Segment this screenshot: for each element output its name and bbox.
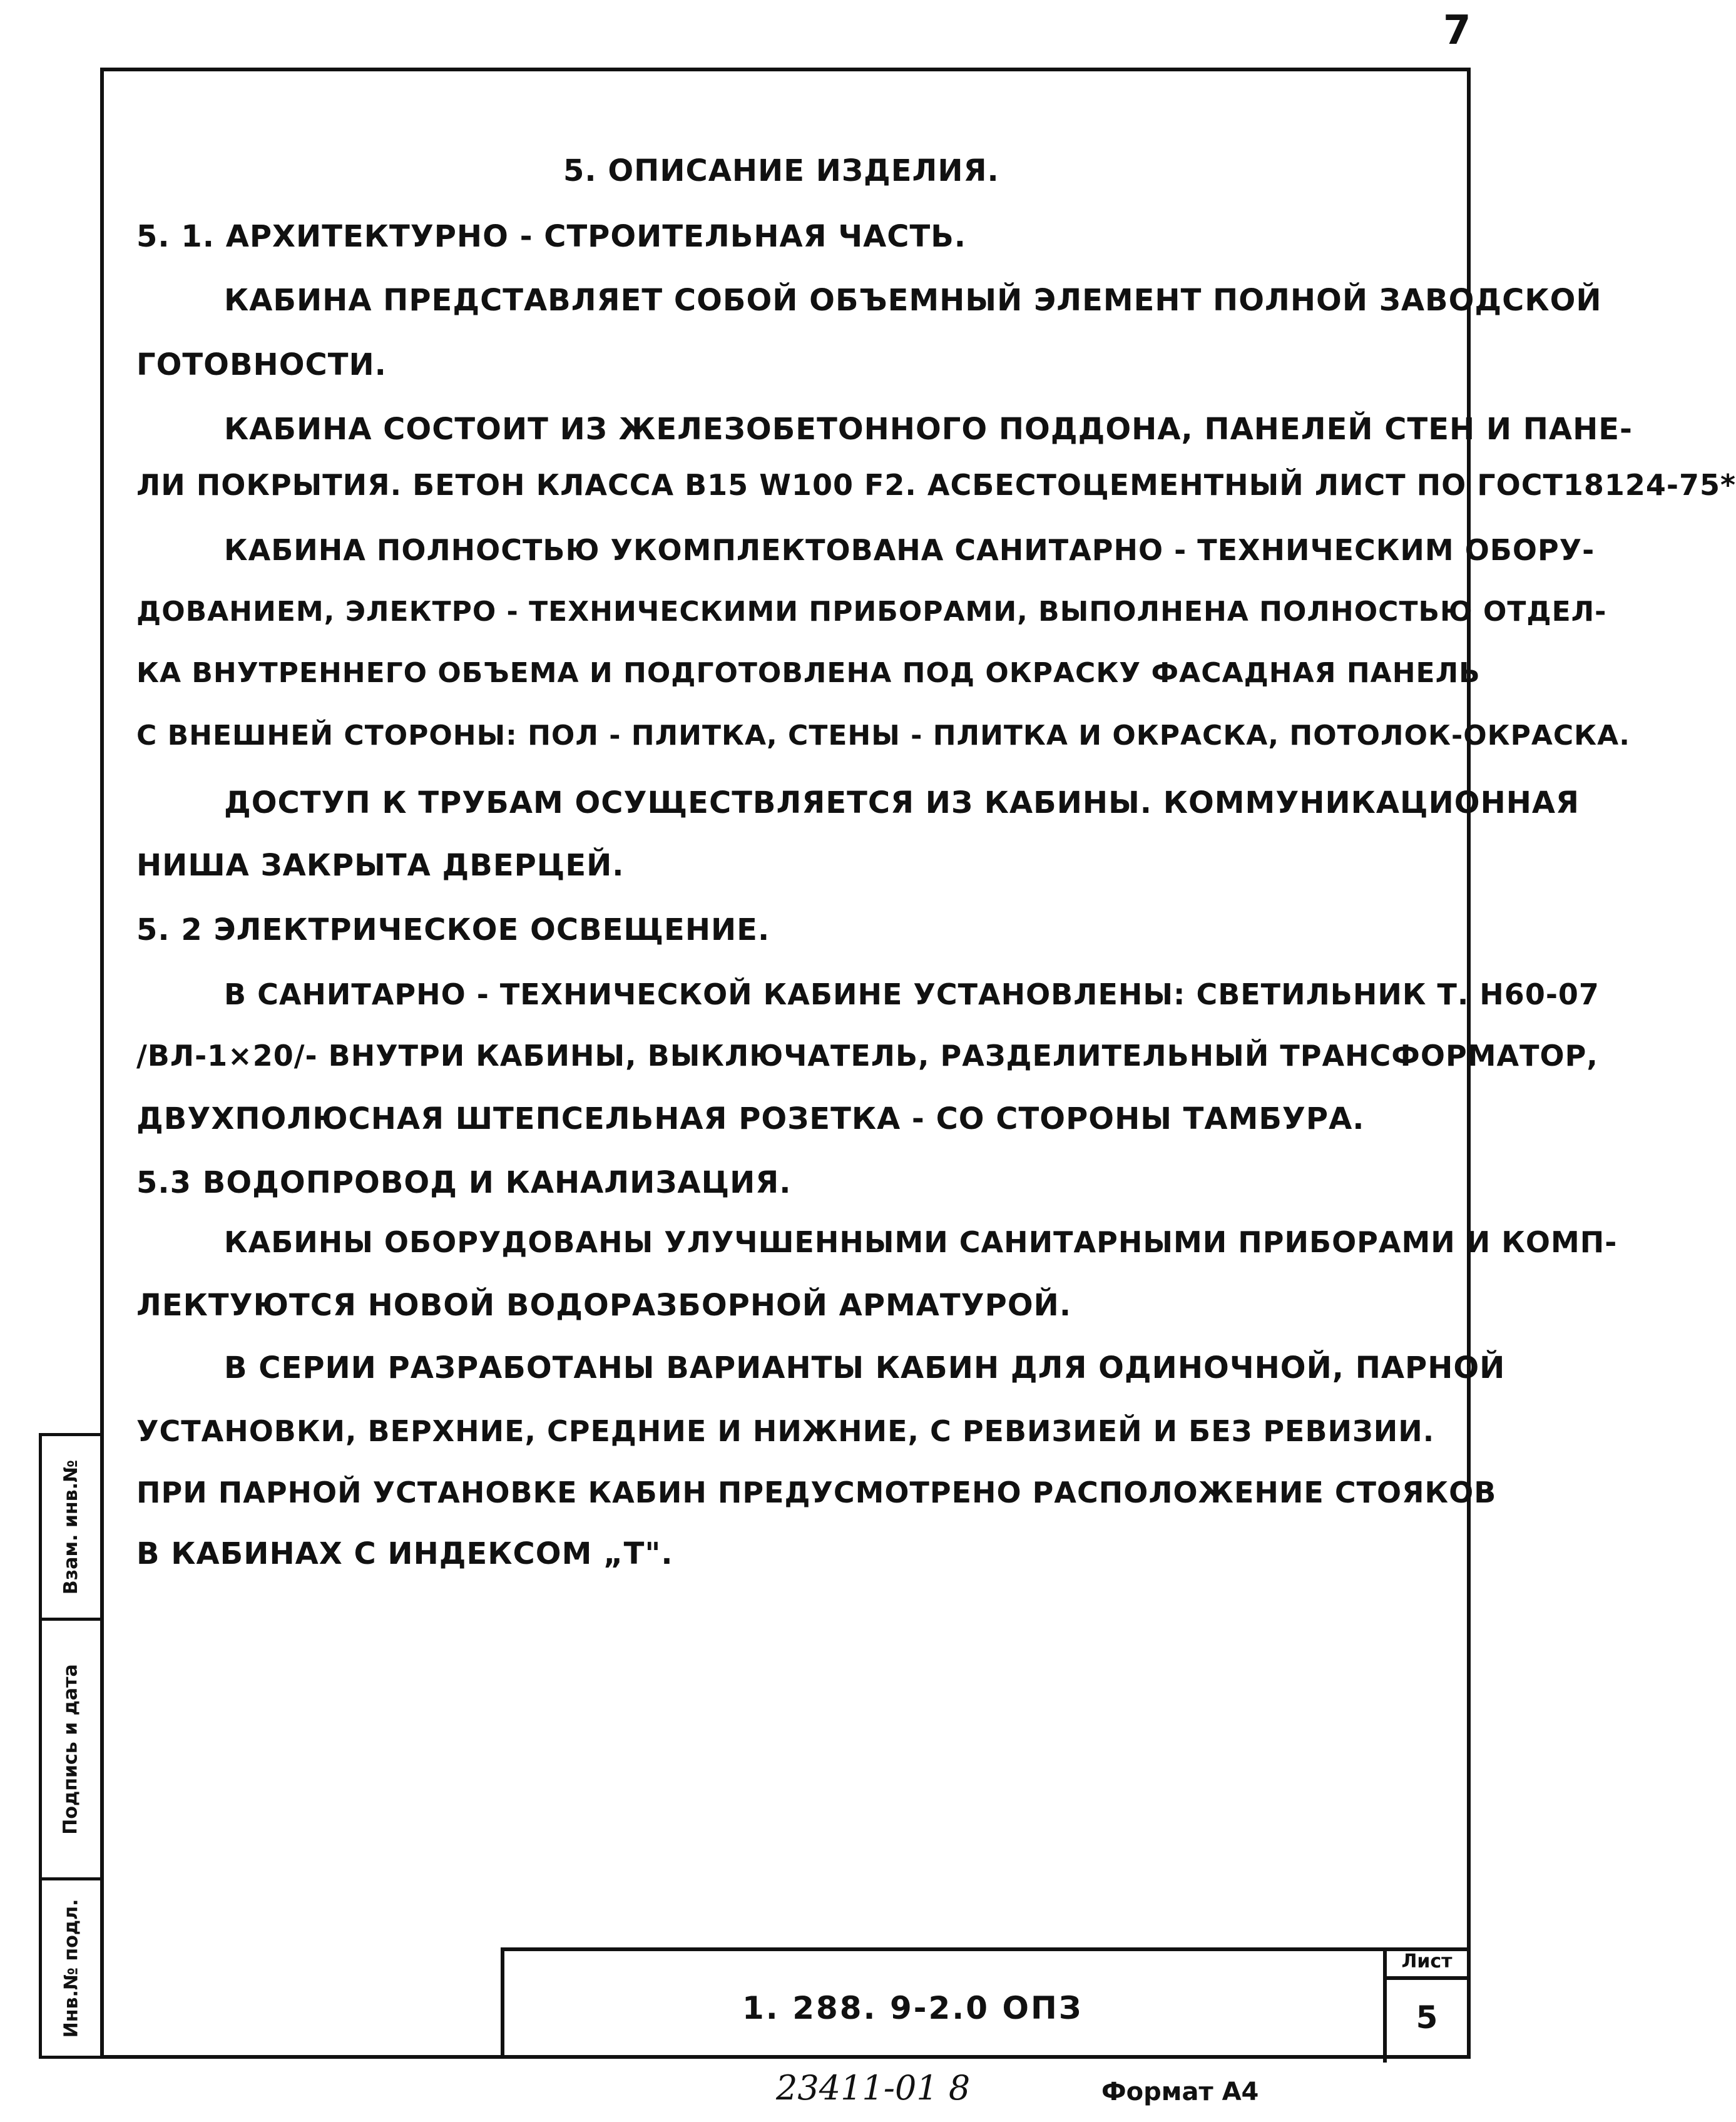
sheet-number: 5 xyxy=(1416,1999,1438,2036)
text-line: /ВЛ-1×20/- ВНУТРИ КАБИНЫ, ВЫКЛЮЧАТЕЛЬ, РАЗДЕЛИТЕЛЬНЫЙ ТРАНСФОРМАТОР, xyxy=(136,1039,1598,1073)
subsection-heading: 5. 2 ЭЛЕКТРИЧЕСКОЕ ОСВЕЩЕНИЕ. xyxy=(136,912,770,947)
subsection-heading: 5.3 ВОДОПРОВОД И КАНАЛИЗАЦИЯ. xyxy=(136,1165,792,1200)
text-line: В КАБИНАХ С ИНДЕКСОМ „Т". xyxy=(136,1536,673,1571)
side-cell-vzam xyxy=(39,1433,100,1621)
side-label-vzam: Взам. инв.№ xyxy=(60,1459,83,1594)
text-line: КАБИНА ПРЕДСТАВЛЯЕТ СОБОЙ ОБЪЕМНЫЙ ЭЛЕМЕНТ ПОЛНОЙ ЗАВОДСКОЙ xyxy=(224,283,1602,318)
text-line: КАБИНЫ ОБОРУДОВАНЫ УЛУЧШЕННЫМИ САНИТАРНЫМИ ПРИБОРАМИ И КОМП- xyxy=(224,1225,1618,1259)
handwritten-number: 23411-01 8 xyxy=(776,2068,971,2108)
text-line: В САНИТАРНО - ТЕХНИЧЕСКОЙ КАБИНЕ УСТАНОВЛЕНЫ: СВЕТИЛЬНИК Т. Н60-07 xyxy=(224,977,1600,1011)
text-line: ЛЕКТУЮТСЯ НОВОЙ ВОДОРАЗБОРНОЙ АРМАТУРОЙ. xyxy=(136,1288,1072,1323)
format-label: Формат А4 xyxy=(1101,2078,1259,2106)
text-line: КАБИНА ПОЛНОСТЬЮ УКОМПЛЕКТОВАНА САНИТАРНО - ТЕХНИЧЕСКИМ ОБОРУ- xyxy=(224,533,1595,567)
section-title: 5. ОПИСАНИЕ ИЗДЕЛИЯ. xyxy=(563,153,999,188)
subsection-heading: 5. 1. АРХИТЕКТУРНО - СТРОИТЕЛЬНАЯ ЧАСТЬ. xyxy=(136,219,967,254)
text-line: С ВНЕШНЕЙ СТОРОНЫ: ПОЛ - ПЛИТКА, СТЕНЫ - ПЛИТКА И ОКРАСКА, ПОТОЛОК-ОКРАСКА. xyxy=(136,720,1630,752)
side-cell-inv xyxy=(39,1877,100,2059)
side-label-podpis: Подпись и дата xyxy=(60,1663,82,1835)
title-block xyxy=(501,1947,1471,2059)
page-number: 7 xyxy=(1443,8,1471,54)
text-line: ДОСТУП К ТРУБАМ ОСУЩЕСТВЛЯЕТСЯ ИЗ КАБИНЫ. КОММУНИКАЦИОННАЯ xyxy=(224,785,1580,820)
text-line: ГОТОВНОСТИ. xyxy=(136,347,387,382)
document-code: 1. 288. 9-2.0 ОПЗ xyxy=(742,1990,1083,2026)
text-line: ДВУХПОЛЮСНАЯ ШТЕПСЕЛЬНАЯ РОЗЕТКА - СО СТОРОНЫ ТАМБУРА. xyxy=(136,1101,1365,1136)
text-line: ПРИ ПАРНОЙ УСТАНОВКЕ КАБИН ПРЕДУСМОТРЕНО РАСПОЛОЖЕНИЕ СТОЯКОВ xyxy=(136,1476,1497,1509)
text-line: В СЕРИИ РАЗРАБОТАНЫ ВАРИАНТЫ КАБИН ДЛЯ ОДИНОЧНОЙ, ПАРНОЙ xyxy=(224,1350,1506,1385)
side-cell-podpis xyxy=(39,1618,100,1880)
sheet-box xyxy=(1383,1947,1467,2063)
side-label-inv: Инв.№ подл. xyxy=(60,1899,83,2038)
text-line: ДОВАНИЕМ, ЭЛЕКТРО - ТЕХНИЧЕСКИМИ ПРИБОРАМИ, ВЫПОЛНЕНА ПОЛНОСТЬЮ ОТДЕЛ- xyxy=(136,596,1607,628)
text-line: УСТАНОВКИ, ВЕРХНИЕ, СРЕДНИЕ И НИЖНИЕ, С РЕВИЗИЕЙ И БЕЗ РЕВИЗИИ. xyxy=(136,1414,1435,1448)
text-line: НИША ЗАКРЫТА ДВЕРЦЕЙ. xyxy=(136,848,625,883)
text-line: КАБИНА СОСТОИТ ИЗ ЖЕЛЕЗОБЕТОННОГО ПОДДОНА, ПАНЕЛЕЙ СТЕН И ПАНЕ- xyxy=(224,412,1633,447)
text-line: ЛИ ПОКРЫТИЯ. БЕТОН КЛАССА B15 W100 F2. АСБЕСТОЦЕМЕНТНЫЙ ЛИСТ ПО ГОСТ18124-75* xyxy=(136,468,1736,502)
sheet-label: Лист xyxy=(1387,1947,1467,1980)
text-line: КА ВНУТРЕННЕГО ОБЪЕМА И ПОДГОТОВЛЕНА ПОД ОКРАСКУ ФАСАДНАЯ ПАНЕЛЬ xyxy=(136,657,1481,689)
